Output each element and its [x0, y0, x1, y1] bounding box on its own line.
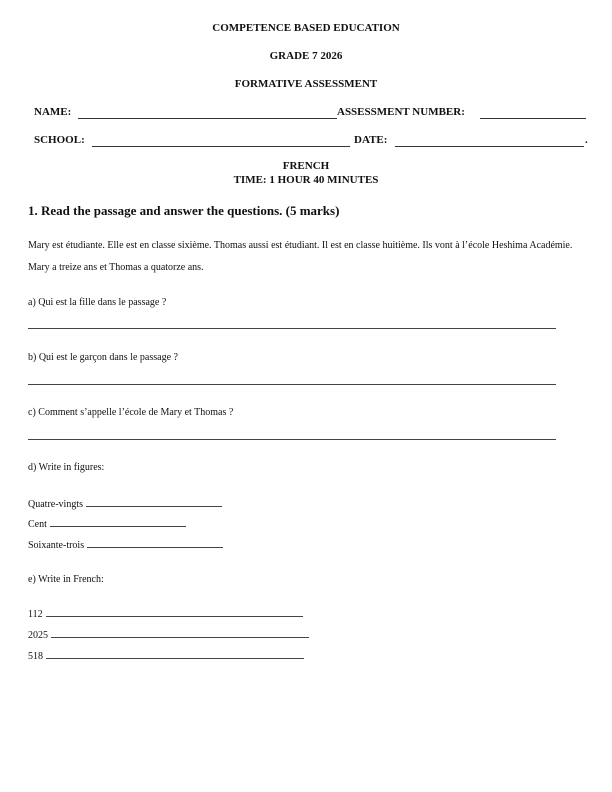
title-formative-assessment: FORMATIVE ASSESSMENT	[234, 78, 378, 90]
subject-title: FRENCH	[282, 160, 330, 172]
french-item-label: 2025	[28, 630, 48, 641]
figures-answer-blank[interactable]	[87, 538, 223, 548]
figures-item-label: Quatre-vingts	[28, 499, 83, 510]
french-answer-blank[interactable]	[46, 607, 303, 617]
date-field[interactable]	[395, 146, 584, 147]
figures-answer-blank[interactable]	[50, 517, 186, 527]
french-item-row	[28, 649, 304, 663]
figures-item-label: Soixante-trois	[28, 540, 85, 551]
assessment-number-label: ASSESSMENT NUMBER:	[337, 106, 465, 118]
french-answer-blank[interactable]	[46, 649, 304, 659]
figures-item-row	[28, 538, 223, 552]
french-answer-blank[interactable]	[51, 628, 309, 638]
date-end-period: .	[585, 134, 588, 146]
name-label: NAME:	[34, 106, 72, 118]
question-e: e) Write in French:	[28, 574, 104, 585]
school-field[interactable]	[92, 146, 350, 147]
title-grade: GRADE 7 2026	[269, 50, 343, 62]
question-b: b) Qui est le garçon dans le passage ?	[28, 352, 178, 363]
question-a: a) Qui est la fille dans le passage ?	[28, 297, 167, 308]
answer-line-c[interactable]	[28, 439, 556, 440]
section-heading: 1. Read the passage and answer the questions. (5 marks)	[28, 203, 340, 218]
name-field[interactable]	[78, 118, 337, 119]
figures-item-row	[28, 517, 186, 531]
answer-line-b[interactable]	[28, 384, 556, 385]
date-label: DATE:	[354, 134, 388, 146]
time-allowed: TIME: 1 HOUR 40 MINUTES	[233, 174, 379, 186]
title-competence-based-education: COMPETENCE BASED EDUCATION	[212, 22, 400, 34]
french-item-row	[28, 628, 309, 642]
french-item-label: 112	[28, 609, 43, 620]
question-c: c) Comment s’appelle l’école de Mary et Thomas ?	[28, 407, 234, 418]
figures-item-label: Cent	[28, 519, 47, 530]
school-label: SCHOOL:	[34, 134, 85, 146]
reading-passage: Mary est étudiante. Elle est en classe sixième. Thomas aussi est étudiant. Il est en classe huitième. Ils vont à l’école Heshima Académie. Mary a treize ans et Thomas a quatorze ans.	[28, 240, 573, 273]
figures-item-row	[28, 497, 222, 511]
french-item-label: 518	[28, 651, 43, 662]
figures-answer-blank[interactable]	[86, 497, 222, 507]
answer-line-a[interactable]	[28, 328, 556, 329]
french-item-row	[28, 607, 303, 621]
question-d: d) Write in figures:	[28, 462, 105, 473]
assessment-number-field[interactable]	[480, 118, 586, 119]
